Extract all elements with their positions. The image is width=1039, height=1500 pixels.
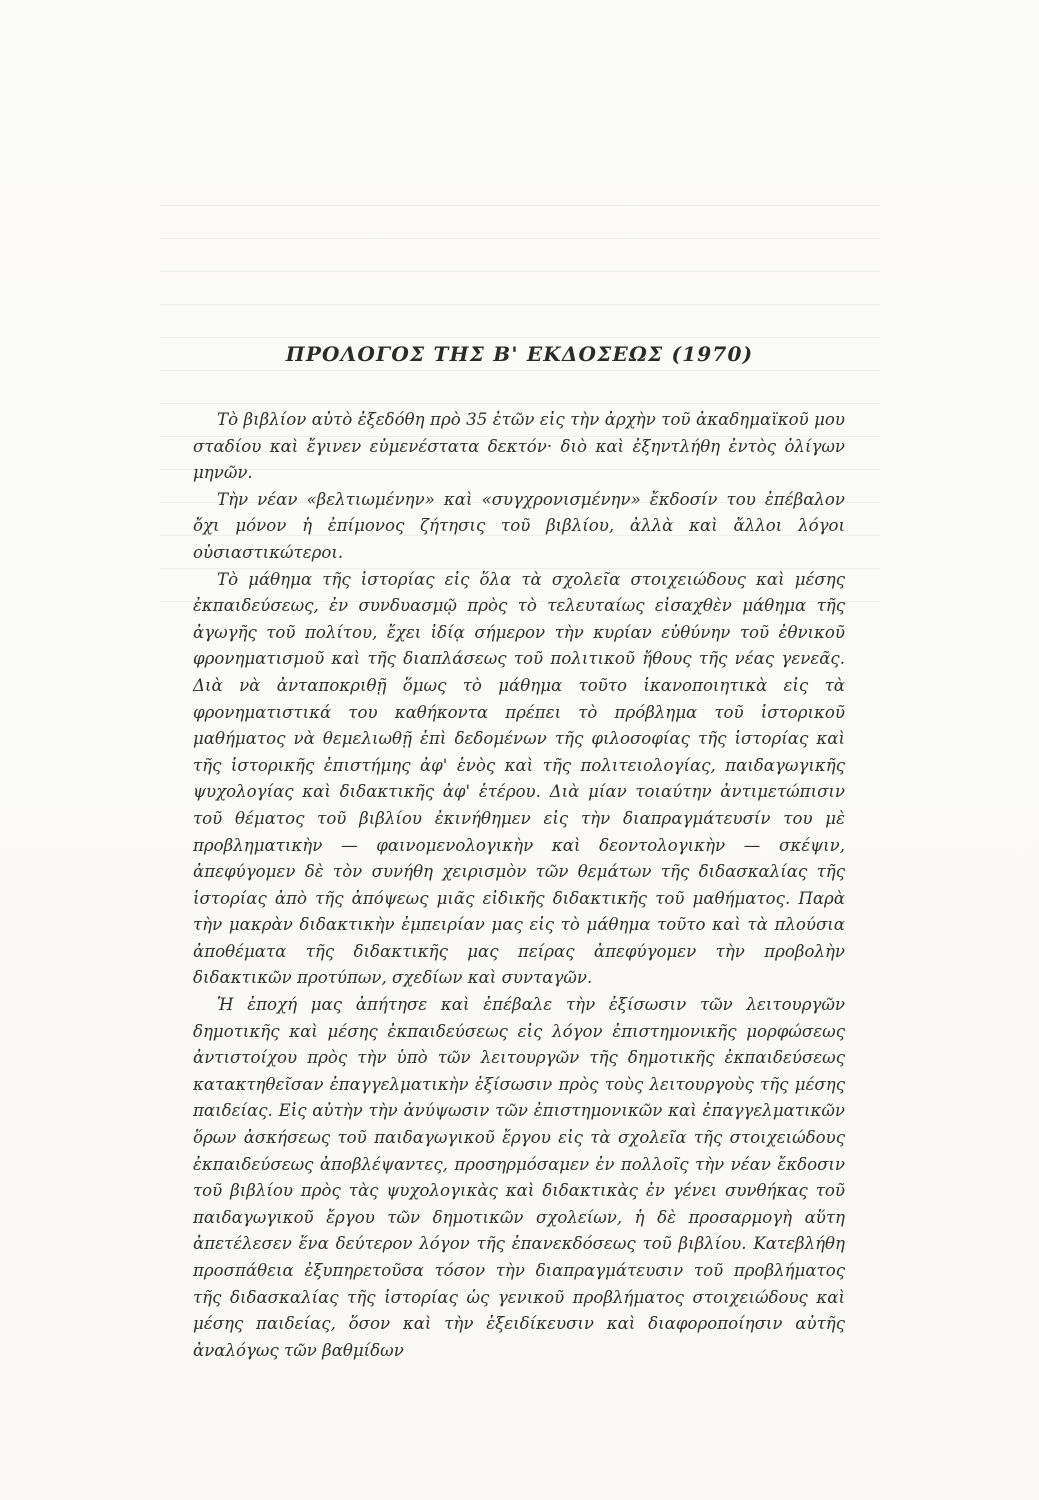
paragraph-3: Τὸ μάθημα τῆς ἱστορίας εἰς ὅλα τὰ σχολεῖα στοιχειώδους καὶ μέσης ἐκπαιδεύσεως, ἐν συνδυασμῷ πρὸς τὸ τελευταίως εἰσαχθὲν μάθημα τῆς ἀγωγῆς τοῦ πολίτου, ἔχει ἰδίᾳ σήμερον τὴν κυρίαν εὐθύνην τοῦ ἐθνικοῦ φρονηματισμοῦ καὶ τῆς διαπλάσεως τοῦ πολιτικοῦ ἤθους τῆς νέας γενεᾶς. Διὰ νὰ ἀνταποκριθῇ ὅμως τὸ μάθημα τοῦτο ἱκανοποιητικὰ εἰς τὰ φρονηματιστικά του καθήκοντα πρέπει τὸ πρόβλημα τοῦ ἱστορικοῦ μαθήματος νὰ θεμελιωθῇ ἐπὶ δεδομένων τῆς φιλοσοφίας τῆς ἱστορίας καὶ τῆς ἱστορικῆς ἐπιστήμης ἀφ' ἑνὸς καὶ τῆς πολιτειολογίας, παιδαγωγικῆς ψυχολογίας καὶ διδακτικῆς ἀφ' ἑτέρου. Διὰ μίαν τοιαύτην ἀντιμετώπισιν τοῦ θέματος τοῦ βιβλίου ἐκινήθημεν εἰς τὴν διαπραγμάτευσίν του μὲ προβληματικὴν — φαινομενολογικὴν καὶ δεοντολογικὴν — σκέψιν, ἀπεφύγομεν δὲ τὸν συνήθη χειρισμὸν τῶν θεμάτων τῆς διδασκαλίας τῆς ἱστορίας ἀπὸ τῆς ἀπόψεως μιᾶς εἰδικῆς διδακτικῆς τοῦ μαθήματος. Παρὰ τὴν μακρὰν διδακτικὴν ἐμπειρίαν μας εἰς τὸ μάθημα τοῦτο καὶ τὰ πλούσια ἀποθέματα τῆς διδακτικῆς μας πείρας ἀπεφύγομεν τὴν προβολὴν διδακτικῶν προτύπων, σχεδίων καὶ συνταγῶν. <box>193 569 845 988</box>
paragraph-1: Τὸ βιβλίον αὐτὸ ἐξεδόθη πρὸ 35 ἐτῶν εἰς τὴν ἀρχὴν τοῦ ἀκαδημαϊκοῦ μου σταδίου καὶ ἔγινεν εὐμενέστατα δεκτόν· διὸ καὶ ἐξηντλήθη ἐντὸς ὀλίγων μηνῶν. <box>193 410 845 483</box>
preface-title: ΠΡΟΛΟΓΟΣ ΤΗΣ Β' ΕΚΔΟΣΕΩΣ (1970) <box>285 342 754 366</box>
paragraph-4: Ἡ ἐποχή μας ἀπήτησε καὶ ἐπέβαλε τὴν ἐξίσωσιν τῶν λειτουργῶν δημοτικῆς καὶ μέσης ἐκπαιδεύσεως εἰς λόγον ἐπιστημονικῆς μορφώσεως ἀντιστοίχου πρὸς τὴν ὑπὸ τῶν λειτουργῶν τῆς δημοτικῆς ἐκπαιδεύσεως κατακτηθεῖσαν ἐπαγγελματικὴν ἐξίσωσιν πρὸς τοὺς λειτουργοὺς τῆς μέσης παιδείας. Εἰς αὐτὴν τὴν ἀνύψωσιν τῶν ἐπιστημονικῶν καὶ ἐπαγγελματικῶν ὅρων ἀσκήσεως τοῦ παιδαγωγικοῦ ἔργου εἰς τὰ σχολεῖα τῆς στοιχειώδους ἐκπαιδεύσεως ἀποβλέψαντες, προσηρμόσαμεν ἐν πολλοῖς τὴν νέαν ἔκδοσιν τοῦ βιβλίου πρὸς τὰς ψυχολογικὰς καὶ διδακτικὰς ἐν γένει συνθήκας τοῦ παιδαγωγικοῦ ἔργου τῶν δημοτικῶν σχολείων, ἡ δὲ προσαρμογὴ αὕτη ἀπετέλεσεν ἕνα δεύτερον λόγον τῆς ἐπανεκδόσεως τοῦ βιβλίου. Κατεβλήθη προσπάθεια ἐξυπηρετοῦσα τόσον τὴν διαπραγμάτευσιν τοῦ προβλήματος τῆς διδασκαλίας τῆς ἱστορίας ὡς γενικοῦ προβλήματος στοιχειώδους καὶ μέσης παιδείας, ὅσον καὶ τὴν ἐξειδίκευσιν καὶ διαφοροποίησιν αὐτῆς ἀναλόγως τῶν βαθμίδων <box>193 995 845 1360</box>
paragraph-2: Τὴν νέαν «βελτιωμένην» καὶ «συγχρονισμένην» ἔκδοσίν του ἐπέβαλον ὄχι μόνον ἡ ἐπίμονος ζήτησις τοῦ βιβλίου, ἀλλὰ καὶ ἄλλοι λόγοι οὐσιαστικώτεροι. <box>193 489 845 562</box>
preface-body <box>193 407 845 1364</box>
